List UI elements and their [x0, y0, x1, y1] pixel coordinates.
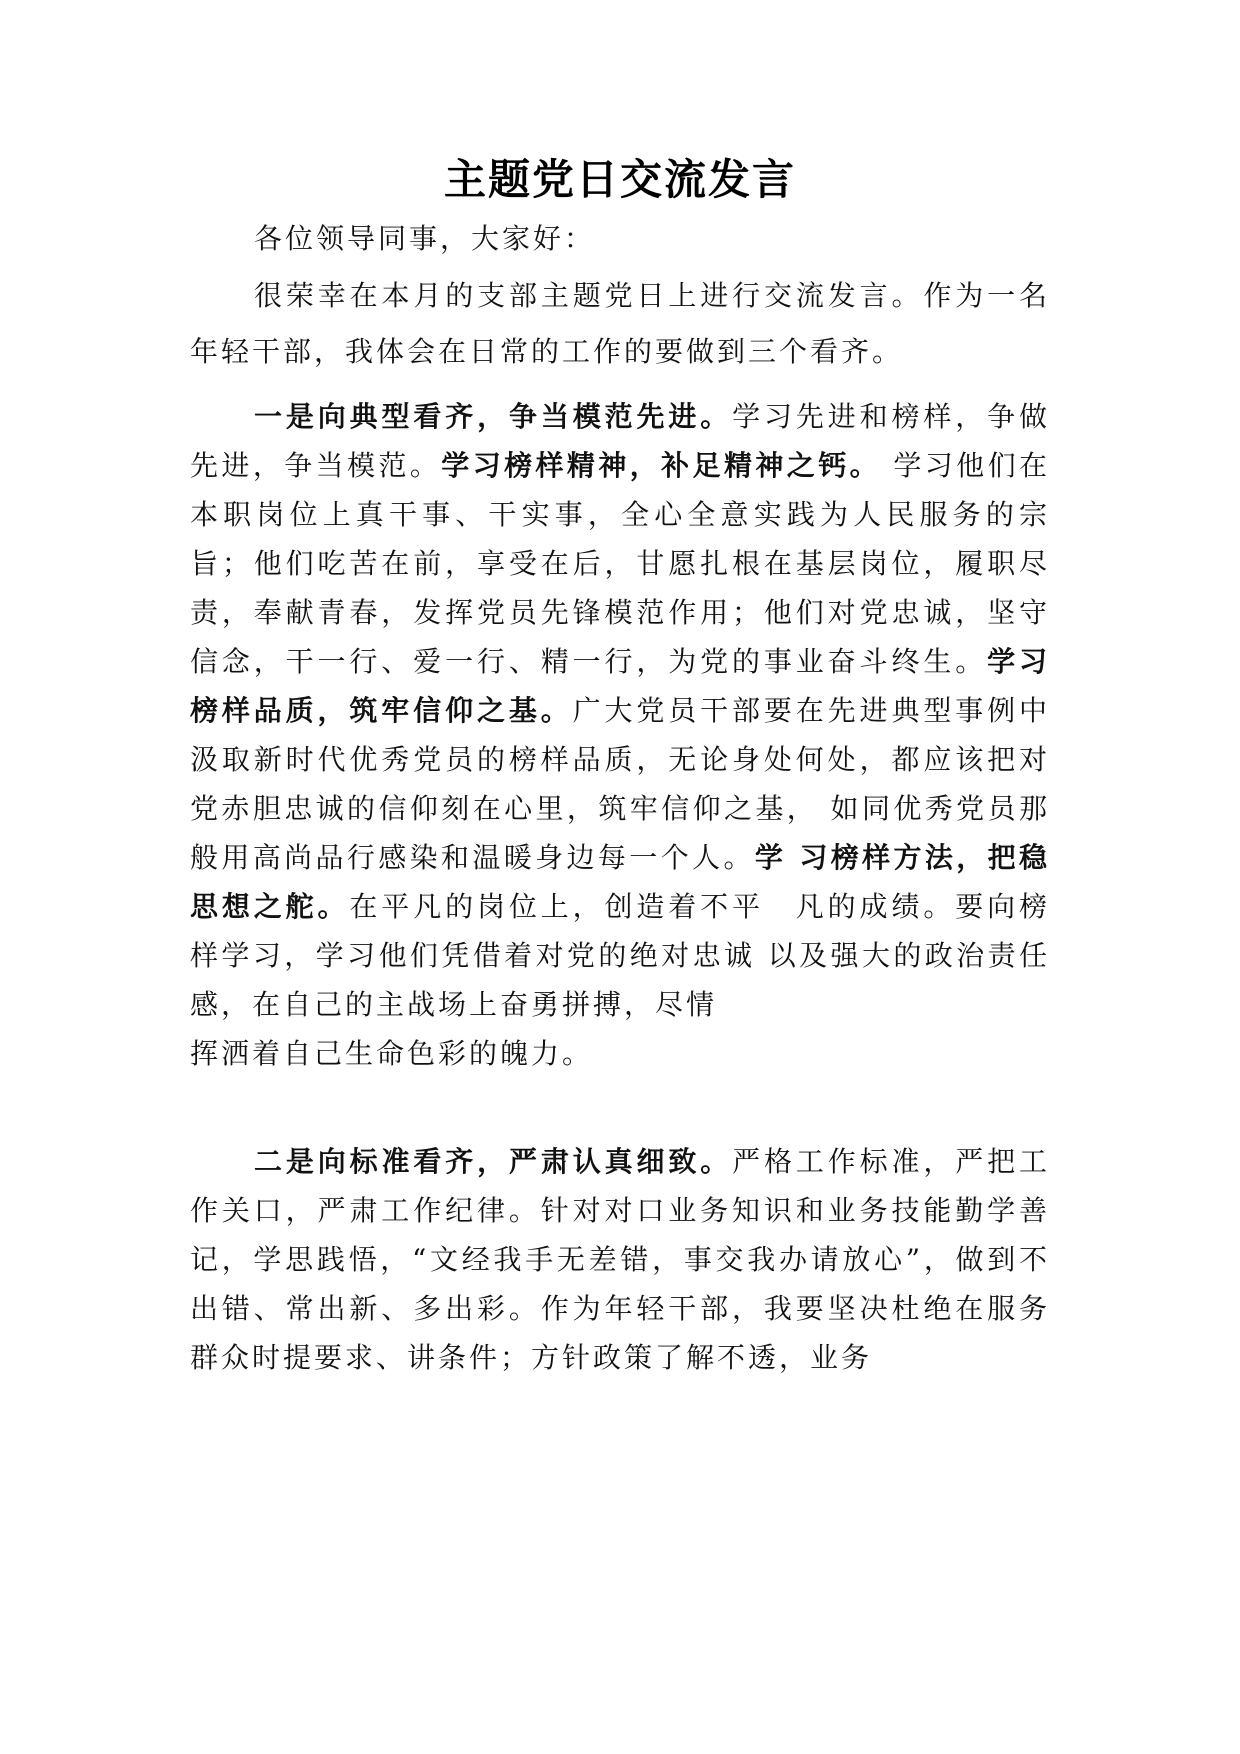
section1-subheading-1: 学习榜样精神，补足精神之钙。: [441, 449, 882, 482]
section1-text5: 挥洒着自己生命色彩的魄力。: [190, 1037, 594, 1070]
section1-text2: 学习他们在本职岗位上真干事、干实事，全心全意实践为人民服务的宗旨；他们吃苦在前，享受在后，甘愿扎根在基层岗位，履职尽责，奉献青春，发挥党员先锋模范作用；他们对党忠诚，坚守信念，干一行、爱一行、精一行，为党的事业奋斗终生。: [190, 449, 1050, 678]
section2-text1: 严格工作标准，严把工作关口，严肃工作纪律。针对对口业务知识和业务技能勤学善记，学思践悟，“文经我手无差错，事交我办请放心”，做到不出错、常出新、多出彩。作为年轻干部，我要坚决杜绝在服务群众时提要求、讲条件；方针政策了解不透，业务: [190, 1145, 1050, 1374]
greeting-paragraph: 各位领导同事，大家好：: [254, 222, 596, 255]
section1-text3: 广大党员干部要在先进典型事例中汲取新时代优秀党员的榜样品质，无论身处何处，都应该把对党赤胆忠诚的信仰刻在心里，筑牢信仰之基， 如同优秀党员那般用高尚品行感染和温暖身边每一个人。: [190, 694, 1050, 874]
section1-heading: 一是向典型看齐，争当模范先进。: [254, 400, 733, 433]
section1-subheading-2: 学习榜样品质，筑牢信仰之基。: [190, 645, 1050, 727]
section1-paragraph: [190, 392, 1050, 1078]
section1-subheading-3: 学 习榜样方法，把稳思想之舵。: [190, 841, 1050, 923]
page-title: 主题党日交流发言: [443, 155, 796, 204]
section1-text4: 在平凡的岗位上，创造着不平 凡的成绩。要向榜样学习，学习他们凭借着对党的绝对忠诚 以及强大的政治责任感，在自己的主战场上奋勇拼搏，尽情: [190, 890, 1050, 1021]
section2-heading: 二是向标准看齐，严肃认真细致。: [254, 1145, 733, 1178]
section1-text1: 学习先进和榜样，争做先进，争当模范。: [190, 400, 1050, 482]
section2-paragraph: [190, 1137, 1050, 1382]
intro-paragraph: 很荣幸在本月的支部主题党日上进行交流发言。作为一名年轻干部，我体会在日常的工作的要做到三个看齐。: [190, 279, 1050, 368]
